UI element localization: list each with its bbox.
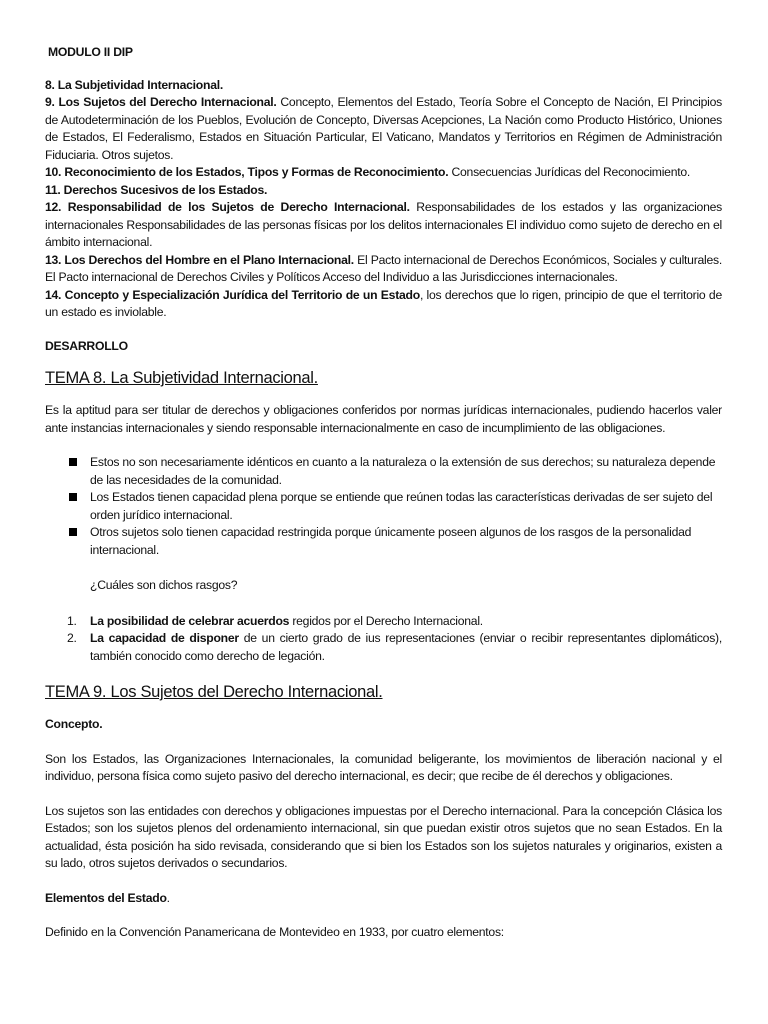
toc-item-14: 14. Concepto y Especialización Jurídica del Territorio de un Estado, los derechos que lo rigen, principio de que el territorio de un estado es inviolable. — [45, 287, 722, 319]
desarrollo-label: DESARROLLO — [45, 338, 128, 353]
toc-item-8: 8. La Subjetividad Internacional. — [45, 77, 223, 92]
list-item: Otros sujetos solo tienen capacidad restringida porque únicamente poseen algunos de los rasgos de la personalidad internacional. — [45, 524, 722, 559]
bullet-square-icon — [69, 458, 77, 466]
list-item: 2. La capacidad de disponer de un cierto grado de ius representaciones (enviar o recibir representantes diplomáticos), también conocido como derecho de legación. — [67, 631, 722, 663]
toc-item-11: 11. Derechos Sucesivos de los Estados. — [45, 182, 268, 197]
tema8-title: TEMA 8. La Subjetividad Internacional. — [45, 369, 318, 387]
toc-item-10: 10. Reconocimiento de los Estados, Tipos y Formas de Reconocimiento. Consecuencias Jurídicas del Reconocimiento. — [45, 165, 691, 179]
concepto-label: Concepto. — [45, 717, 103, 731]
concepto-paragraph-2: Los sujetos son las entidades con derechos y obligaciones impuestas por el Derecho internacional. Para la concepción Clásica los Estados; son los sujetos plenos del ordenamiento internacional, sin que puedan existir otros sujetos que no sean Estados. En la actualidad, ésta posición ha sido revisada, considerando que si bien los Estados son los sujetos naturales y originarios, existen a su lado, otros sujetos derivados o secundarios. — [45, 803, 722, 870]
toc-item-13: 13. Los Derechos del Hombre en el Plano Internacional. El Pacto internacional de Derechos Económicos, Sociales y culturales. El Pacto internacional de Derechos Civiles y Políticos Acceso del Individuo a las Jurisdicciones internacionales. — [45, 252, 722, 284]
elementos-paragraph-1: Definido en la Convención Panamericana de Montevideo en 1933, por cuatro elementos: — [45, 925, 504, 939]
toc-item-12: 12. Responsabilidad de los Sujetos de Derecho Internacional. Responsabilidades de los estados y las organizaciones internacionales Responsabilidades de las personas físicas por los delitos internacionales El individuo como sujeto de derecho en el ámbito internacional. — [45, 200, 722, 249]
elementos-label: Elementos del Estado. — [45, 890, 170, 905]
list-item: Los Estados tienen capacidad plena porque se entiende que reúnen todas las características derivadas de ser sujeto del orden jurídico internacional. — [45, 489, 722, 524]
tema8-bullet-list — [45, 454, 722, 559]
list-item: Estos no son necesariamente idénticos en cuanto a la naturaleza o la extensión de sus derechos; su naturaleza depende de las necesidades de la comunidad. — [45, 454, 722, 489]
module-title: MODULO II DIP — [48, 45, 133, 59]
toc-item-9: 9. Los Sujetos del Derecho Internacional. Concepto, Elementos del Estado, Teoría Sobre el Concepto de Nación, El Principios de Autodeterminación de los Pueblos, Evolución de Concepto, Diversas Acepciones, La Nación como Producto Histórico, Uniones de Estados, El Federalismo, Estados en Situación Particular, El Vaticano, Mandatos y Territorios en Régimen de Administración Fiduciaria. Otros sujetos. — [45, 95, 722, 162]
tema9-title: TEMA 9. Los Sujetos del Derecho Internacional. — [45, 683, 383, 701]
bullet-square-icon — [69, 528, 77, 536]
rasgos-question: ¿Cuáles son dichos rasgos? — [90, 578, 238, 592]
table-of-contents — [45, 77, 722, 322]
tema8-intro: Es la aptitud para ser titular de derechos y obligaciones conferidos por normas jurídicas internacionales, pudiendo hacerlos valer ante instancias internacionales y siendo responsable internacionalmente en caso de incumplimiento de las obligaciones. — [45, 403, 722, 435]
rasgos-list — [45, 613, 722, 666]
concepto-paragraph-1: Son los Estados, las Organizaciones Internacionales, la comunidad beligerante, los movimientos de liberación nacional y el individuo, persona física como sujeto pasivo del derecho internacional, es decir; que recibe de él derechos y obligaciones. — [45, 751, 722, 783]
bullet-square-icon — [69, 493, 77, 501]
list-item: 1. La posibilidad de celebrar acuerdos regidos por el Derecho Internacional. — [67, 613, 483, 628]
